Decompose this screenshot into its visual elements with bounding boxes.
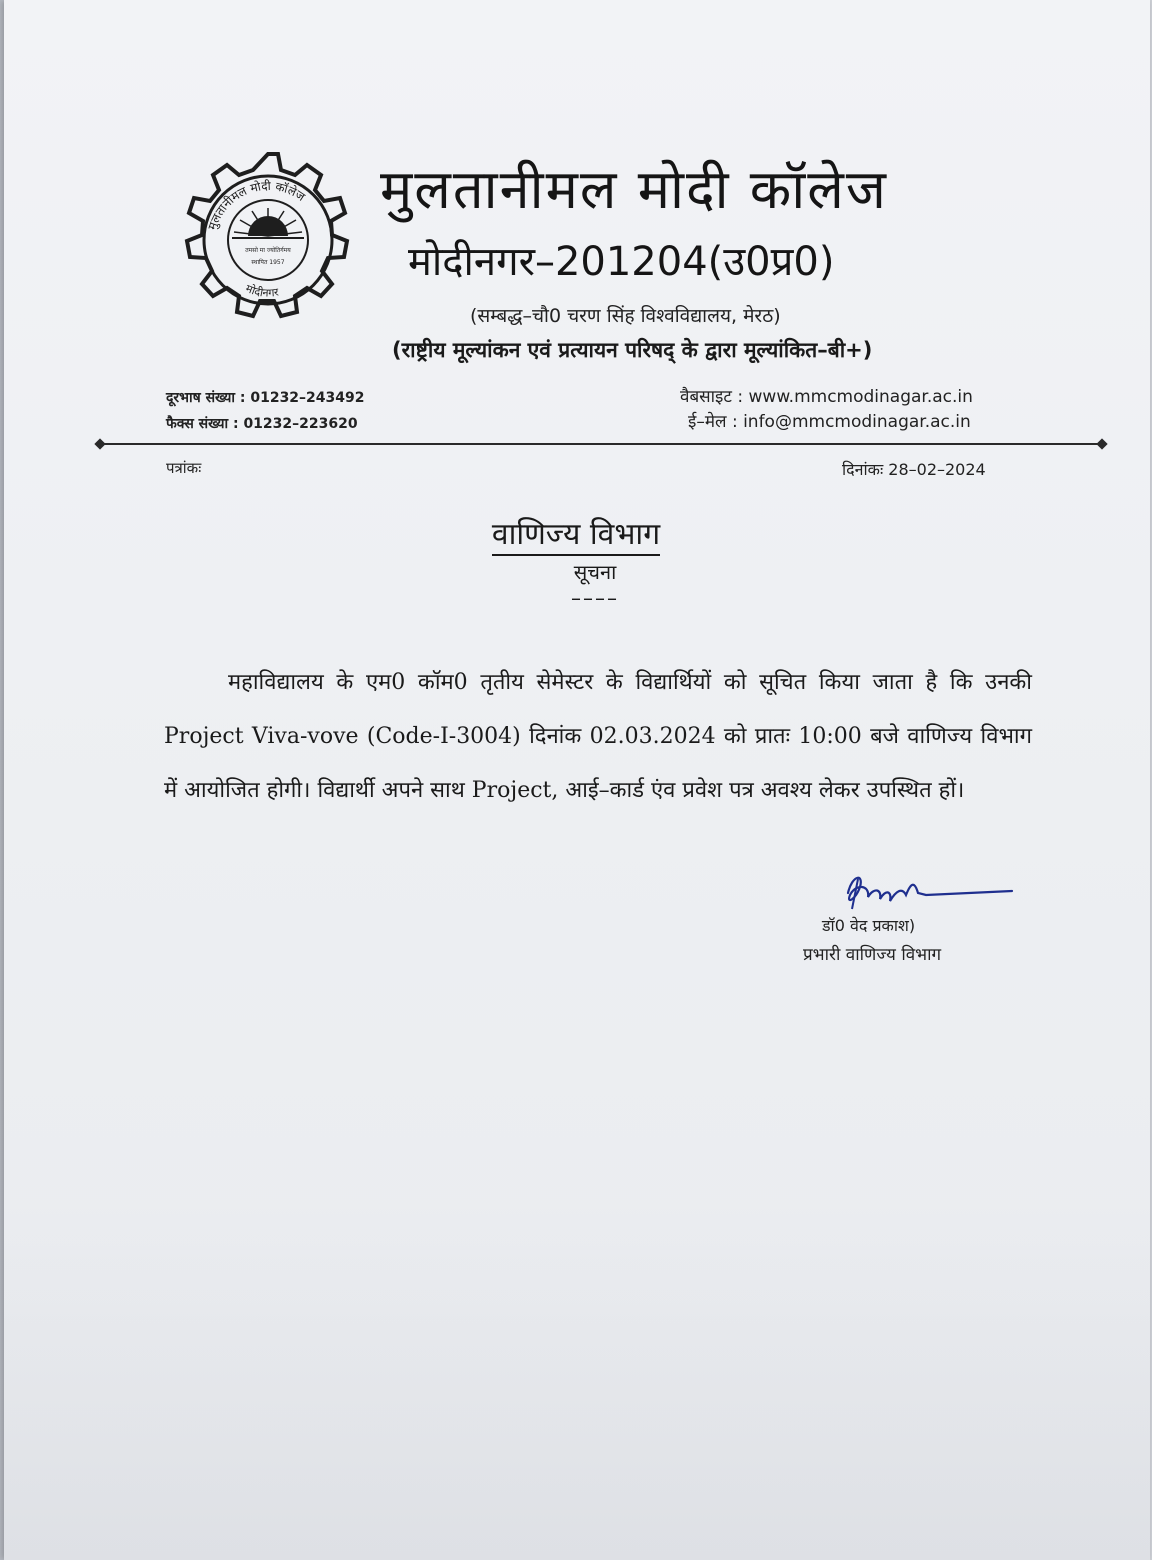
website-label: वैबसाइट : [680, 387, 744, 407]
college-name: मुलतानीमल मोदी कॉलेज [380, 158, 888, 221]
website-line [680, 384, 973, 407]
heading-separator: –––– [571, 586, 619, 610]
signatory-name: डॉ0 वेद प्रकाश) [822, 916, 916, 935]
department-heading [0, 512, 1152, 553]
notice-heading: सूचना [573, 560, 617, 584]
signatory-title: प्रभारी वाणिज्य विभाग [803, 945, 942, 965]
fax-line [166, 414, 358, 433]
phone-line [166, 388, 365, 407]
logo-motto: तमसो मा ज्योतिर्गमय [245, 247, 291, 254]
college-location: मोदीनगर–201204(उ0प्र0) [408, 239, 835, 285]
accreditation-line: (राष्ट्रीय मूल्यांकन एवं प्रत्यायन परिषद् के द्वारा मूल्यांकित–बी+) [392, 338, 873, 362]
fax-label: फैक्स संख्या : [166, 416, 239, 432]
notice-body: महाविद्यालय के एम0 कॉम0 तृतीय सेमेस्टर के विद्यार्थियों को सूचित किया जाता है कि उनकी Project Viva-vove (Code-I-3004) दिनांक 02.03.2024 को प्रातः 10:00 बजे वाणिज्य विभाग में आयोजित होगी। विद्यार्थी अपने साथ Project, आई–कार्ड एंव प्रवेश पत्र अवश्य लेकर उपस्थित हों। [164, 670, 1032, 803]
svg-text:मोदीनगर [244, 282, 280, 300]
logo-bottom-text: मोदीनगर [243, 281, 280, 300]
logo-ring-text: मुलतानीमल मोदी कॉलेज [205, 178, 308, 232]
signature-mark [830, 865, 1020, 915]
college-logo [168, 140, 368, 340]
date-value: 28–02–2024 [888, 460, 986, 479]
reference-label: पत्रांकः [166, 459, 202, 477]
email-address: info@mmcmodinagar.ac.in [743, 412, 971, 432]
email-line [688, 409, 971, 432]
website-url: www.mmcmodinagar.ac.in [748, 387, 973, 407]
fax-number: 01232–223620 [243, 416, 358, 432]
email-label: ई–मेल : [688, 412, 738, 432]
phone-label: दूरभाष संख्या : [166, 390, 246, 406]
affiliation-line: (सम्बद्ध–चौ0 चरण सिंह विश्वविद्यालय, मेरठ) [470, 305, 781, 327]
logo-established: स्थापित 1957 [251, 259, 285, 266]
date-label: दिनांकः [842, 460, 884, 479]
phone-number: 01232–243492 [250, 390, 365, 406]
header-divider [100, 443, 1102, 445]
date-line [842, 458, 986, 480]
department-name: वाणिज्य विभाग [492, 517, 660, 556]
